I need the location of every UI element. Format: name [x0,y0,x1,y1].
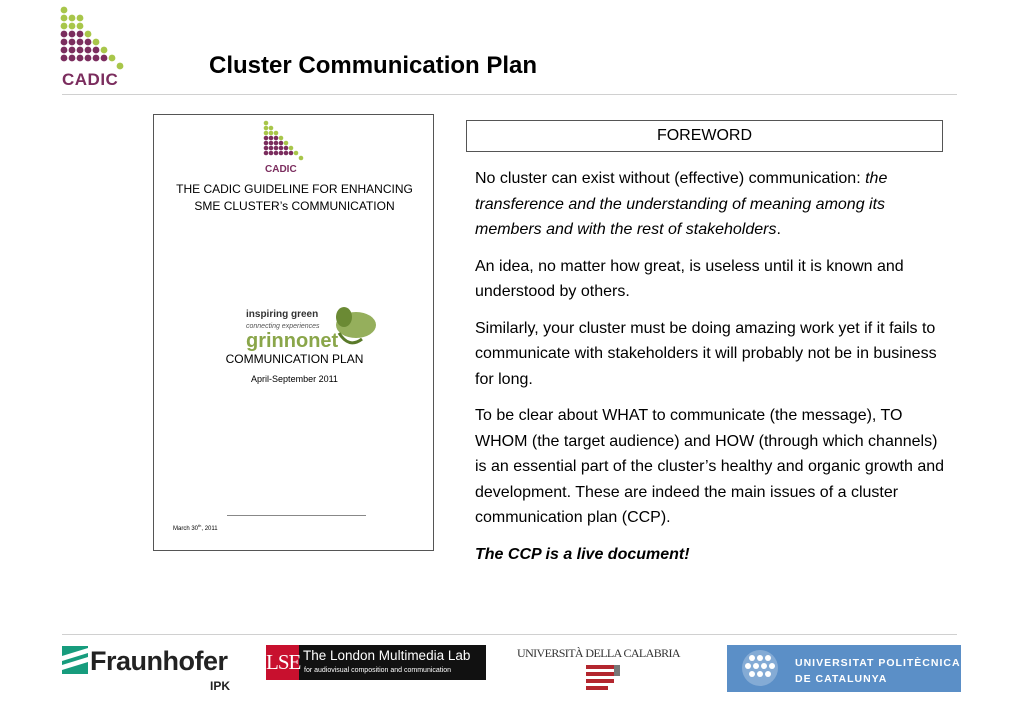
footer-divider [62,634,957,635]
foreword-paragraph-2: An idea, no matter how great, is useless until it is known and understood by others. [475,257,904,300]
foreword-paragraph-3: Similarly, your cluster must be doing amazing work yet if it fails to communicate with stakeholders it will probably not be in business for long. [475,319,937,388]
lse-subtitle: for audiovisual composition and communication [304,667,452,674]
foreword-heading: FOREWORD [466,120,943,152]
upc-name [795,655,961,687]
fraunhofer-logo [62,646,237,696]
foreword-p1-end: . [776,221,781,238]
fraunhofer-mark-icon [62,646,88,674]
lse-mark: LSE [266,645,299,680]
lse-name: The London Multimedia Lab [303,648,471,663]
foreword-body [475,166,945,578]
foreword-paragraph-5: The CCP is a live document! [475,545,690,563]
header-divider [62,94,957,95]
foreword-paragraph-4: To be clear about WHAT to communicate (the message), TO WHOM (the target audience) and HOW (through which channels) is an essential part of the cluster’s healthy and organic growth and development. These are indeed the main issues of a cluster communication plan (CCP). [475,407,945,526]
foreword-p1-italic: the transference and the understanding of meaning among its members and with the rest of stakeholders [475,170,888,238]
fraunhofer-name: Fraunhofer [90,646,228,676]
cover-date-suffix: th [198,523,202,528]
cover-period: April-September 2011 [251,374,338,384]
upc-mark-icon [741,649,779,687]
cover-date-day: March 30 [173,526,199,532]
cover-title-line-2: SME CLUSTER’s COMMUNICATION [194,199,395,213]
cover-title-line-1: THE CADIC GUIDELINE FOR ENHANCING [176,182,413,196]
unical-logo [517,646,692,696]
page-title: Cluster Communication Plan [209,52,538,79]
grinnonet-tagline-1: inspiring green [246,309,319,320]
fraunhofer-unit: IPK [210,679,231,693]
unical-name: UNIVERSITÀ DELLA CALABRIA [517,646,680,660]
unical-mark-icon [586,665,626,691]
foreword-paragraph-1 [475,166,945,243]
document-cover [153,114,434,551]
cover-plan-label: COMMUNICATION PLAN [225,352,364,366]
upc-logo [727,645,961,692]
lse-logo [266,645,486,680]
upc-name-line-1: UNIVERSITAT POLITÈCNICA [795,657,961,669]
grinnonet-name: grinnonet [246,330,339,352]
cadic-logo-text: CADIC [62,70,119,89]
grinnonet-logo [244,303,379,355]
grinnonet-tagline-2: connecting experiences [246,323,320,330]
cover-date [173,523,218,532]
cover-cadic-text: CADIC [265,164,297,175]
upc-name-line-2: DE CATALUNYA [795,673,888,685]
foreword-p1-text: No cluster can exist without (effective) communication: [475,170,866,187]
cover-title [154,181,435,215]
cover-date-year: , 2011 [201,526,218,532]
cover-signature-line [227,515,366,516]
